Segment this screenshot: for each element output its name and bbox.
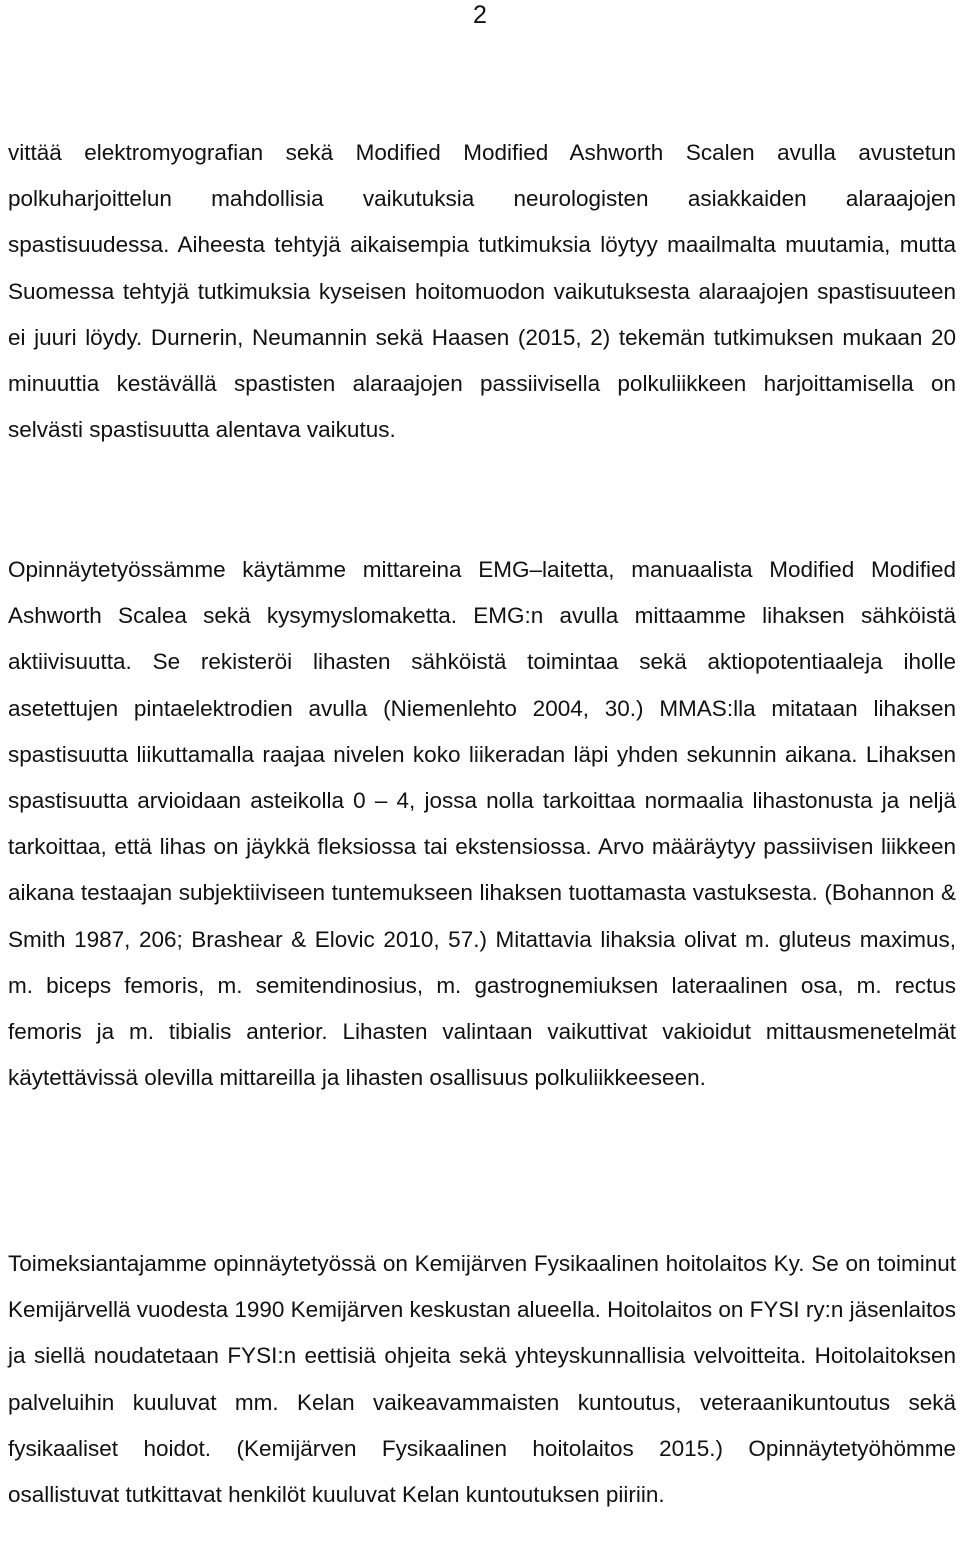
paragraph-commissioner: Toimeksiantajamme opinnäytetyössä on Kemijärven Fysikaalinen hoitolaitos Ky. Se on toiminut Kemijärvellä vuodesta 1990 Kemijärven keskustan alueella. Hoitolaitos on FYSI ry:n jäsenlaitos ja siellä noudatetaan FYSI:n eettisiä ohjeita sekä yhteyskunnallisia velvoitteita. Hoitolaitoksen palveluihin kuuluvat mm. Kelan vaikeavammaisten kuntoutus, veteraanikuntoutus sekä fysikaaliset hoidot. (Kemijärven Fysikaalinen hoitolaitos 2015.) Opinnäytetyöhömme osallistuvat tutkittavat henkilöt kuuluvat Kelan kuntoutuksen piiriin. bbox=[8, 1251, 956, 1508]
paragraph-intro: vittää elektromyografian sekä Modified Modified Ashworth Scalen avulla avustetun polkuharjoittelun mahdollisia vaikutuksia neurologisten asiakkaiden alaraajojen spastisuudessa. Aiheesta tehtyjä aikaisempia tutkimuksia löytyy maailmalta muutamia, mutta Suomessa tehtyjä tutkimuksia kyseisen hoitomuodon vaikutuksesta alaraajojen spastisuuteen ei juuri löydy. Durnerin, Neumannin sekä Haasen (2015, 2) tekemän tutkimuksen mukaan 20 minuuttia kestävällä spastisten alaraajojen passiivisella polkuliikkeen harjoittamisella on selvästi spastisuutta alentava vaikutus. bbox=[8, 140, 956, 443]
paragraph-methods: Opinnäytetyössämme käytämme mittareina EMG–laitetta, manuaalista Modified Modified Ashworth Scalea sekä kysymyslomaketta. EMG:n avulla mittaamme lihaksen sähköistä aktiivisuutta. Se rekisteröi lihasten sähköistä toimintaa sekä aktiopotentiaaleja iholle asetettujen pintaelektrodien avulla (Niemenlehto 2004, 30.) MMAS:lla mitataan lihaksen spastisuutta liikuttamalla raajaa nivelen koko liikeradan läpi yhden sekunnin aikana. Lihaksen spastisuutta arvioidaan asteikolla 0 – 4, jossa nolla tarkoittaa normaalia lihastonusta ja neljä tarkoittaa, että lihas on jäykkä fleksiossa tai ekstensiossa. Arvo määräytyy passiivisen liikkeen aikana testaajan subjektiiviseen tuntemukseen lihaksen tuottamasta vastuksesta. (Bohannon & Smith 1987, 206; Brashear & Elovic 2010, 57.) Mitattavia lihaksia olivat m. gluteus maximus, m. biceps femoris, m. semitendinosius, m. gastrognemiuksen lateraalinen osa, m. rectus femoris ja m. tibialis anterior. Lihasten valintaan vaikuttivat vakioidut mittausmenetelmät käytettävissä olevilla mittareilla ja lihasten osallisuus polkuliikkeeseen. bbox=[8, 557, 956, 1091]
page-number: 2 bbox=[473, 1, 487, 29]
